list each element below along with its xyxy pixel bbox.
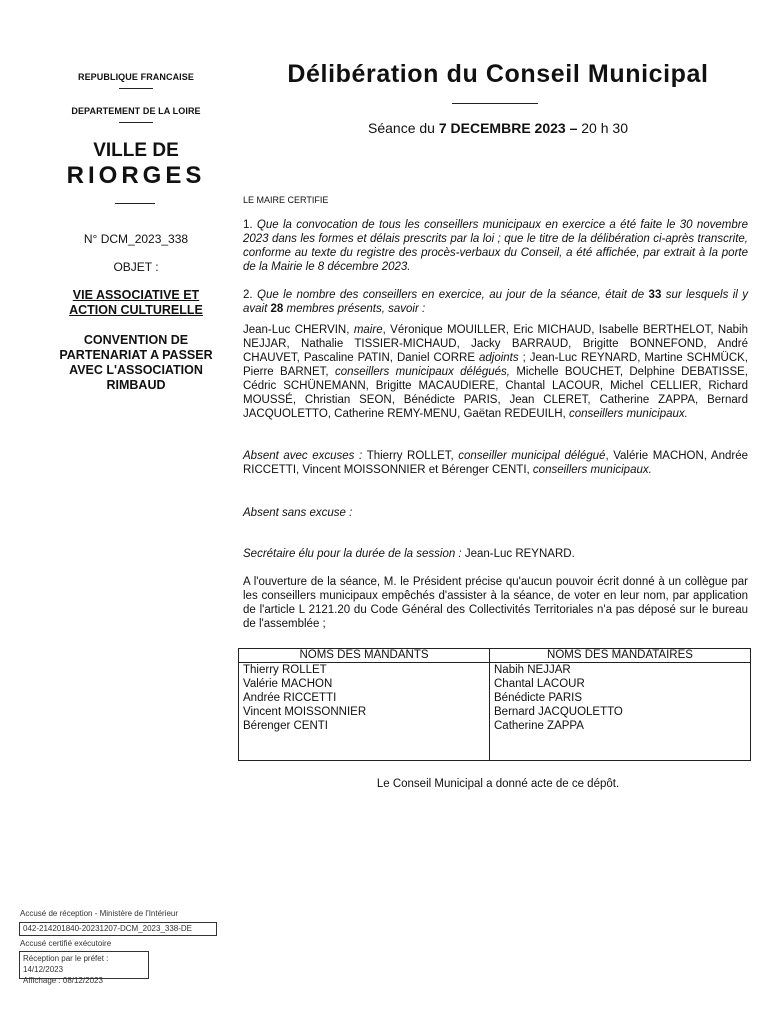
ville-de-label: VILLE DE (93, 140, 179, 161)
stamp-reception-label: Accusé de réception - Ministère de l'Intérieur (20, 909, 179, 918)
republique-label: REPUBLIQUE FRANCAISE (40, 72, 232, 89)
absent-with-excuses: Absent avec excuses : Thierry ROLLET, conseiller municipal délégué, Valérie MACHON, Andrée RICCETTI, Vincent MOISSONNIER et Bérenger CENTI, conseillers municipaux. (243, 450, 749, 476)
paragraph-1: 1. Que la convocation de tous les conseillers municipaux en exercice a été faite le 30 novembre 2023 dans les formes et délais prescrits par la loi ; que le titre de la délibération ci-après transcrite, conforme au texte du registre des procès-verbaux du Conseil, a été affichée, par extrait à la porte de la Mairie le 8 décembre 2023. (243, 219, 748, 273)
secretary: Secrétaire élu pour la durée de la session : Jean-Luc REYNARD. (243, 548, 575, 560)
divider (119, 122, 153, 123)
acte-statement: Le Conseil Municipal a donné acte de ce dépôt. (376, 778, 620, 790)
seance-date: Séance du 7 DECEMBRE 2023 – 20 h 30 (368, 120, 628, 136)
stamp-dates-box: Réception par le préfet : 14/12/2023 Affichage : 08/12/2023 (19, 951, 149, 979)
maire-certifie: LE MAIRE CERTIFIE (243, 195, 329, 205)
theme-heading: VIE ASSOCIATIVE ET ACTION CULTURELLE (69, 288, 203, 317)
divider (115, 203, 155, 204)
mandants-cell: Thierry ROLLET Valérie MACHON Andrée RICCETTI Vincent MOISSONNIER Bérenger CENTI (239, 663, 490, 761)
departement-label: DEPARTEMENT DE LA LOIRE (40, 106, 232, 123)
town-name: RIORGES (66, 162, 206, 189)
page-title: Délibération du Conseil Municipal (287, 60, 709, 88)
column-header-mandants: NOMS DES MANDANTS (239, 649, 490, 663)
column-header-mandataires: NOMS DES MANDATAIRES (490, 649, 751, 663)
proxy-table (238, 648, 751, 761)
stamp-executoire-label: Accusé certifié exécutoire (20, 939, 112, 948)
table-row (239, 663, 751, 761)
members-present: Jean-Luc CHERVIN, maire, Véronique MOUILLER, Eric MICHAUD, Isabelle BERTHELOT, Nabih NEJJAR, Nathalie TISSIER-MICHAUD, Jacky BARRAUD, Brigitte BONNEFOND, André CHAUVET, Pascaline PATIN, Daniel CORRE adjoints ; Jean-Luc REYNARD, Martine SCHMÜCK, Pierre BARNET, conseillers municipaux délégués, Michelle BOUCHET, Delphine DEBATISSE, Cédric SCHÜNEMANN, Brigitte MACAUDIERE, Chantal LACOUR, Michel CELLIER, Richard MOUSSÉ, Christian SEON, Bénédicte PARIS, Jean CLERET, Catherine ZAPPA, Bernard JACQUOLETTO, Catherine REMY-MENU, Gaëtan REDEUILH, conseillers municipaux. (243, 324, 748, 420)
divider (119, 88, 153, 89)
divider (452, 103, 538, 104)
paragraph-2: 2. Que le nombre des conseillers en exercice, au jour de la séance, était de 33 sur lesquels il y avait 28 membres présents, savoir : (243, 289, 748, 315)
mandataires-cell: Nabih NEJJAR Chantal LACOUR Bénédicte PARIS Bernard JACQUOLETTO Catherine ZAPPA (490, 663, 751, 761)
absent-without-excuse: Absent sans excuse : (243, 507, 353, 519)
opening-statement: A l'ouverture de la séance, M. le Président précise qu'aucun pouvoir écrit donné à un collègue par les conseillers municipaux empêchés d'assister à la séance, de voter en leur nom, par application de l'article L 2121.20 du Code Général des Collectivités Territoriales n'a pas déposé sur le bureau de l'assemblée ; (243, 576, 748, 630)
subject-heading: CONVENTION DE PARTENARIAT A PASSER AVEC L'ASSOCIATION RIMBAUD (59, 333, 213, 392)
stamp-id-box: 042-214201840-20231207-DCM_2023_338-DE (19, 922, 217, 936)
deliberation-number: N° DCM_2023_338 (83, 232, 189, 246)
objet-label: OBJET : (113, 260, 159, 274)
